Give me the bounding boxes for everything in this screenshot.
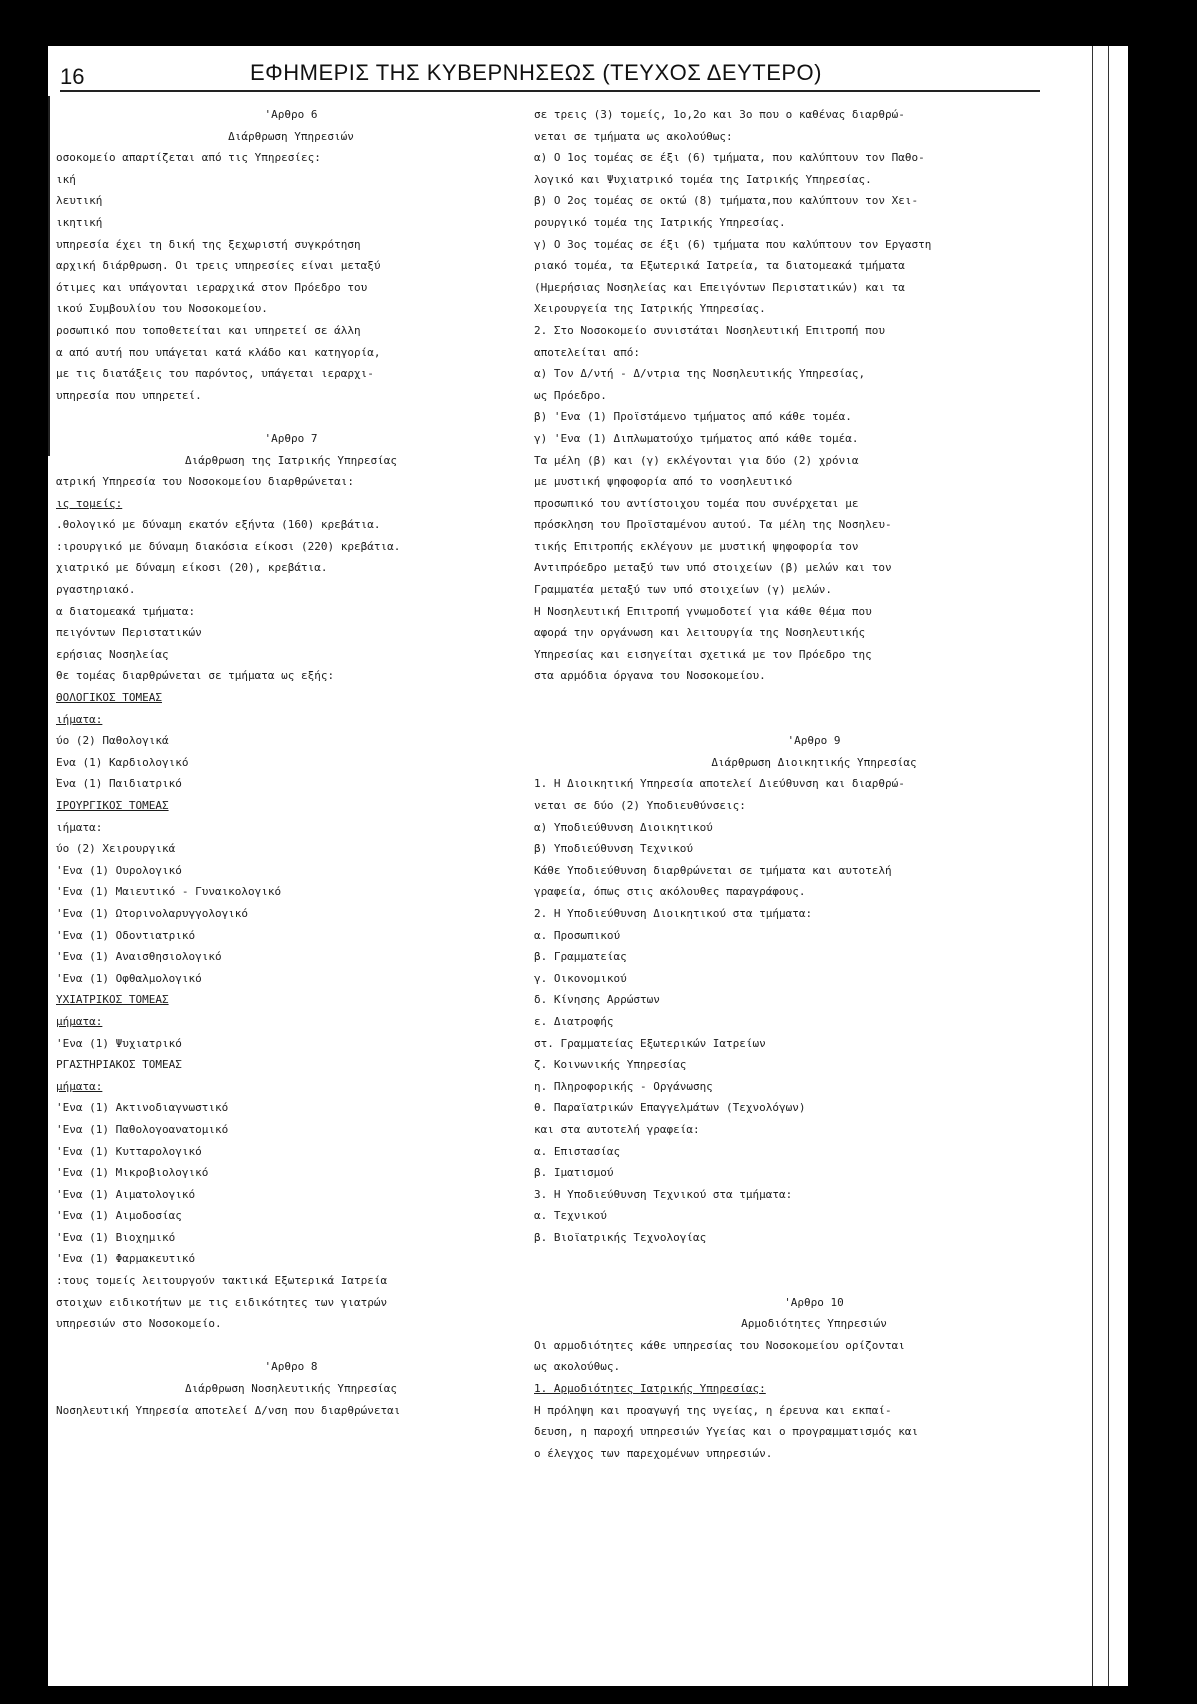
right-column-line: Υπηρεσίας και εισηγείται σχετικά με τον Πρόεδρο της <box>534 647 872 661</box>
left-column-line: Διάρθρωση Υπηρεσιών <box>228 129 354 143</box>
right-column-line: αποτελείται από: <box>534 345 640 359</box>
right-column-line: σε τρεις (3) τομείς, 1ο,2ο και 3ο που ο καθένας διαρθρώ- <box>534 108 905 121</box>
right-column-line: αφορά την οργάνωση και λειτουργία της Νοσηλευτικής <box>534 626 866 640</box>
left-column-line: λευτική <box>56 194 103 208</box>
left-column-line: ιήματα: <box>56 820 103 834</box>
left-column-line: 'Ενα (1) Αιματολογικό <box>56 1187 196 1201</box>
left-margin-rule <box>48 96 50 456</box>
left-column-line: 'Ενα (1) Ουρολογικό <box>56 863 182 877</box>
right-column-line: Η πρόληψη και προαγωγή της υγείας, η έρευνα και εκπαί- <box>534 1403 892 1417</box>
right-column-line: α. Επιστασίας <box>534 1144 621 1158</box>
left-column-line: αρχική διάρθρωση. Οι τρεις υπηρεσίες είναι μεταξύ <box>56 259 381 273</box>
left-column-line: Ενα (1) Καρδιολογικό <box>56 755 189 769</box>
left-column-line: 'Αρθρο 7 <box>264 431 318 445</box>
right-column-line: η. Πληροφορικής - Οργάνωσης <box>534 1079 713 1093</box>
right-column-line: 'Αρθρο 10 <box>784 1295 844 1309</box>
left-column-line: ΥΧΙΑΤΡΙΚΟΣ ΤΟΜΕΑΣ <box>56 993 169 1007</box>
left-column-line: 'Ενα (1) Κυτταρολογικό <box>56 1144 202 1158</box>
right-column-line: Κάθε Υποδιεύθυνση διαρθρώνεται σε τμήματα και αυτοτελή <box>534 863 892 877</box>
left-column-line: πειγόντων Περιστατικών <box>56 626 202 640</box>
right-column-line: α) Τον Δ/ντή - Δ/ντρια της Νοσηλευτικής Υπηρεσίας, <box>534 367 866 381</box>
left-column-line: ΘΟΛΟΓΙΚΟΣ ΤΟΜΕΑΣ <box>56 691 162 705</box>
right-column-line: Αντιπρόεδρο μεταξύ των υπό στοιχείων (β) μελών και τον <box>534 561 892 575</box>
right-column-line: στα αρμόδια όργανα του Νοσοκομείου. <box>534 669 766 683</box>
left-column-line: ργαστηριακό. <box>56 583 136 597</box>
left-column-line: 'Ενα (1) Αναισθησιολογικό <box>56 950 222 964</box>
right-column-line: γ) 'Ενα (1) Διπλωματούχο τμήματος από κάθε τομέα. <box>534 431 859 445</box>
right-column-line: δευση, η παροχή υπηρεσιών Υγείας και ο προγραμματισμός και <box>534 1425 919 1439</box>
right-column-line: ριακό τομέα, τα Εξωτερικά Ιατρεία, τα διατομεακά τμήματα <box>534 259 905 273</box>
document-page <box>48 46 1128 1686</box>
right-column-line: 2. Η Υποδιεύθυνση Διοικητικού στα τμήματα: <box>534 906 813 920</box>
left-column-line: Διάρθρωση της Ιατρικής Υπηρεσίας <box>185 453 397 467</box>
right-column-line: β) Υποδιεύθυνση Τεχνικού <box>534 842 693 856</box>
right-column-line: με μυστική ψηφοφορία από το νοσηλευτικό <box>534 475 793 489</box>
left-column-line: θε τομέας διαρθρώνεται σε τμήματα ως εξής: <box>56 669 335 683</box>
right-column-line: α) Ο 1ος τομέας σε έξι (6) τμήματα, που καλύπτουν τον Παθο- <box>534 151 925 165</box>
left-column-line: 'Ενα (1) Βιοχημικό <box>56 1230 176 1244</box>
left-column-line: υπηρεσιών στο Νοσοκομείο. <box>56 1317 222 1331</box>
right-column-line: νεται σε τμήματα ως ακολούθως: <box>534 129 733 143</box>
left-column-line: :τους τομείς λειτουργούν τακτικά Εξωτερικά Ιατρεία <box>56 1274 388 1288</box>
right-column-line: θ. Παραϊατρικών Επαγγελμάτων (Τεχνολόγων) <box>534 1101 806 1115</box>
right-column-line: 2. Στο Νοσοκομείο συνιστάται Νοσηλευτική Επιτροπή που <box>534 323 885 337</box>
header-rule <box>60 90 1040 92</box>
right-column-line: δ. Κίνησης Αρρώστων <box>534 993 660 1007</box>
right-column-line: Τα μέλη (β) και (γ) εκλέγονται για δύο (2) χρόνια <box>534 453 859 467</box>
left-column-line: α από αυτή που υπάγεται κατά κλάδο και κατηγορία, <box>56 345 381 359</box>
right-column-line: 1. Αρμοδιότητες Ιατρικής Υπηρεσίας: <box>534 1382 766 1396</box>
right-column-line: β. Γραμματείας <box>534 950 627 964</box>
left-column-line: ροσωπικό που τοποθετείται και υπηρετεί σε άλλη <box>56 323 361 337</box>
left-column-line: οσοκομείο απαρτίζεται από τις Υπηρεσίες: <box>56 151 321 165</box>
right-column-line: Διάρθρωση Διοικητικής Υπηρεσίας <box>711 755 917 769</box>
left-column-line: 'Ενα (1) Αιμοδοσίας <box>56 1209 182 1223</box>
right-column-line: και στα αυτοτελή γραφεία: <box>534 1122 700 1136</box>
right-column-line: λογικό και Ψυχιατρικό τομέα της Ιατρικής Υπηρεσίας. <box>534 172 872 186</box>
right-column-line <box>534 687 1094 709</box>
left-column-line <box>56 1335 526 1357</box>
left-column-line: υπηρεσία έχει τη δική της ξεχωριστή συγκρότηση <box>56 237 361 251</box>
left-column-line: ότιμες και υπάγονται ιεραρχικά στον Πρόεδρο του <box>56 280 368 294</box>
right-column-line: ζ. Κοινωνικής Υπηρεσίας <box>534 1058 687 1072</box>
right-column <box>534 104 1094 1464</box>
left-column-line: 'Ενα (1) Οφθαλμολογικό <box>56 971 202 985</box>
left-column-line: ύο (2) Χειρουργικά <box>56 842 176 856</box>
right-column-line: β) 'Ενα (1) Προϊστάμενο τμήματος από κάθε τομέα. <box>534 410 852 424</box>
left-column-line: :ιρουργικό με δύναμη διακόσια είκοσι (220) κρεβάτια. <box>56 539 401 553</box>
right-column-line: 'Αρθρο 9 <box>787 734 841 748</box>
left-column-line: ιήματα: <box>56 712 103 726</box>
left-column-line: ατρική Υπηρεσία του Νοσοκομείου διαρθρώνεται: <box>56 475 355 489</box>
left-column-line: 'Ενα (1) Μικροβιολογικό <box>56 1166 209 1180</box>
right-column-line: Η Νοσηλευτική Επιτροπή γνωμοδοτεί για κάθε θέμα που <box>534 604 872 618</box>
left-column-line: ική <box>56 172 76 186</box>
right-column-line: ρουργικό τομέα της Ιατρικής Υπηρεσίας. <box>534 215 786 229</box>
right-column-line: ε. Διατροφής <box>534 1014 614 1028</box>
right-column-line: β. Ιματισμού <box>534 1166 614 1180</box>
right-column-line: β. Βιοϊατρικής Τεχνολογίας <box>534 1230 707 1244</box>
right-column-line: ως Πρόεδρο. <box>534 388 607 402</box>
left-column-line: μήματα: <box>56 1014 103 1028</box>
left-column-line: ΙΡΟΥΡΓΙΚΟΣ ΤΟΜΕΑΣ <box>56 799 169 812</box>
right-column-line: Γραμματέα μεταξύ των υπό στοιχείων (γ) μελών. <box>534 583 833 597</box>
left-column-line: 'Αρθρο 6 <box>264 108 318 121</box>
left-column-line: 'Ενα (1) Φαρμακευτικό <box>56 1252 196 1266</box>
right-column-line: στ. Γραμματείας Εξωτερικών Ιατρείων <box>534 1036 766 1050</box>
left-column-line: Διάρθρωση Νοσηλευτικής Υπηρεσίας <box>185 1382 397 1396</box>
left-column <box>56 104 526 1421</box>
right-column-line: α) Υποδιεύθυνση Διοικητικού <box>534 820 713 834</box>
left-column-line: 'Ενα (1) Ωτορινολαρυγγολογικό <box>56 906 249 920</box>
left-column-line: ΡΓΑΣΤΗΡΙΑΚΟΣ ΤΟΜΕΑΣ <box>56 1058 182 1072</box>
right-column-line <box>534 1248 1094 1270</box>
right-column-line: 3. Η Υποδιεύθυνση Τεχνικού στα τμήματα: <box>534 1187 793 1201</box>
left-column-line: στοιχων ειδικοτήτων με τις ειδικότητες των γιατρών <box>56 1295 388 1309</box>
right-column-line: Οι αρμοδιότητες κάθε υπηρεσίας του Νοσοκομείου ορίζονται <box>534 1338 905 1352</box>
right-column-line: ως ακολούθως. <box>534 1360 621 1374</box>
left-column-line: ις τομείς: <box>56 496 123 510</box>
left-column-line: 'Ενα (1) Ακτινοδιαγνωστικό <box>56 1101 229 1115</box>
right-column-line: 1. Η Διοικητική Υπηρεσία αποτελεί Διεύθυνση και διαρθρώ- <box>534 777 905 791</box>
left-column-line: ύο (2) Παθολογικά <box>56 734 169 748</box>
left-column-line: ερήσιας Νοσηλείας <box>56 647 169 661</box>
left-column-line: 'Ενα (1) Μαιευτικό - Γυναικολογικό <box>56 885 282 899</box>
right-column-line: νεται σε δύο (2) Υποδιευθύνσεις: <box>534 799 746 812</box>
left-column-line: Ένα (1) Παιδιατρικό <box>56 777 182 791</box>
left-column-line: υπηρεσία που υπηρετεί. <box>56 388 202 402</box>
right-column-line: γ. Οικονομικού <box>534 971 627 985</box>
left-column-line: α διατομεακά τμήματα: <box>56 604 196 618</box>
left-column-line: 'Ενα (1) Ψυχιατρικό <box>56 1036 182 1050</box>
right-column-line: Χειρουργεία της Ιατρικής Υπηρεσίας. <box>534 302 766 316</box>
left-column-line: με τις διατάξεις του παρόντος, υπάγεται ιεραρχι- <box>56 367 374 381</box>
left-column-line: Νοσηλευτική Υπηρεσία αποτελεί Δ/νση που διαρθρώνεται <box>56 1403 401 1417</box>
left-column-line: 'Αρθρο 8 <box>264 1360 318 1374</box>
left-column-line: ικού Συμβουλίου του Νοσοκομείου. <box>56 302 268 316</box>
right-column-line: Αρμοδιότητες Υπηρεσιών <box>741 1317 887 1331</box>
right-column-line: ο έλεγχος των παρεχομένων υπηρεσιών. <box>534 1446 773 1460</box>
left-column-line: .θολογικό με δύναμη εκατόν εξήντα (160) κρεβάτια. <box>56 518 381 532</box>
right-margin-rules <box>1088 46 1118 1686</box>
right-column-line: β) Ο 2ος τομέας σε οκτώ (8) τμήματα,που καλύπτουν τον Χει- <box>534 194 919 208</box>
right-column-line <box>534 1270 1094 1292</box>
right-column-line: πρόσκληση του Προϊσταμένου αυτού. Τα μέλη της Νοσηλευ- <box>534 518 892 532</box>
left-column-line: ικητική <box>56 215 103 229</box>
left-column-line: μήματα: <box>56 1079 103 1093</box>
page-header <box>60 60 1040 100</box>
left-column-line <box>56 406 526 428</box>
page-number: 16 <box>60 64 85 89</box>
left-column-line: 'Ενα (1) Παθολογοανατομικό <box>56 1122 229 1136</box>
left-column-line: χιατρικό με δύναμη είκοσι (20), κρεβάτια. <box>56 561 328 575</box>
right-column-line: γραφεία, όπως στις ακόλουθες παραγράφους. <box>534 885 806 899</box>
right-column-line: (Ημερήσιας Νοσηλείας και Επειγόντων Περιστατικών) και τα <box>534 280 905 294</box>
right-column-line: τικής Επιτροπής εκλέγουν με μυστική ψηφοφορία τον <box>534 539 859 553</box>
right-column-line: γ) Ο 3ος τομέας σε έξι (6) τμήματα που καλύπτουν τον Εργαστη <box>534 237 932 251</box>
gazette-title: ΕΦΗΜΕΡΙΣ ΤΗΣ ΚΥΒΕΡΝΗΣΕΩΣ (ΤΕΥΧΟΣ ΔΕΥΤΕΡΟ) <box>250 60 822 85</box>
right-column-line: προσωπικό του αντίστοιχου τομέα που συνέρχεται με <box>534 496 859 510</box>
right-column-line: α. Προσωπικού <box>534 928 621 942</box>
left-column-line: 'Ενα (1) Οδοντιατρικό <box>56 928 196 942</box>
right-column-line: α. Τεχνικού <box>534 1209 607 1223</box>
right-column-line <box>534 709 1094 731</box>
